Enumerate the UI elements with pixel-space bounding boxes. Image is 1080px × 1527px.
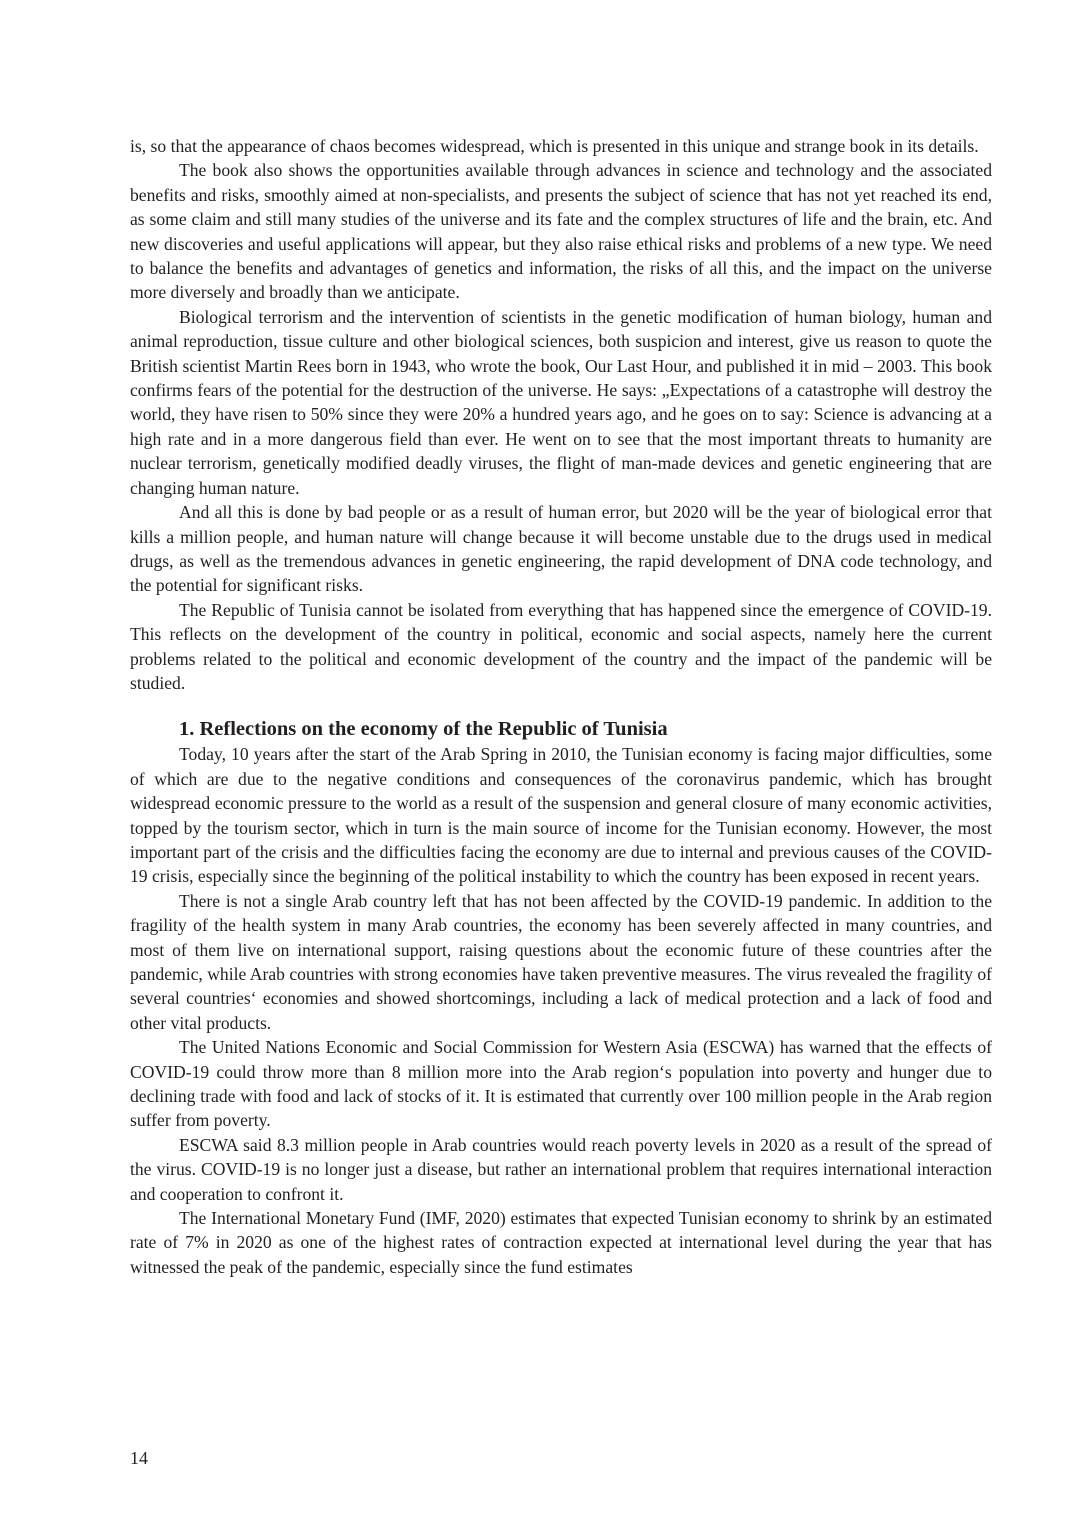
paragraph-arab-spring: Today, 10 years after the start of the Arab Spring in 2010, the Tunisian economy is facing major difficulties, some of which are due to the negative conditions and consequences of the coronavirus pandemic, which has brought widespread economic pressure to the world as a result of the suspension and general closure of many economic activities, topped by the tourism sector, which in turn is the main source of income for the Tunisian economy. However, the most important part of the crisis and the difficulties facing the economy are due to internal and previous causes of the COVID-19 crisis, especially since the beginning of the political instability to which the country has been exposed in recent years.	[130, 744, 992, 887]
page-body	[130, 134, 992, 1279]
paragraph-continued: is, so that the appearance of chaos becomes widespread, which is presented in this unique and strange book in its details.	[130, 136, 979, 156]
paragraph-imf-estimates: The International Monetary Fund (IMF, 2020) estimates that expected Tunisian economy to shrink by an estimated rate of 7% in 2020 as one of the highest rates of contraction expected at international level during the year that has witnessed the peak of the pandemic, especially since the fund estimates	[130, 1208, 992, 1277]
paragraph-biological-terrorism: Biological terrorism and the intervention of scientists in the genetic modification of human biology, human and animal reproduction, tissue culture and other biological sciences, both suspicion and interest, give us reason to quote the British scientist Martin Rees born in 1943, who wrote the book, Our Last Hour, and published it in mid – 2003. This book confirms fears of the potential for the destruction of the universe. He says: „Expectations of a catastrophe will destroy the world, they have risen to 50% since they were 20% a hundred years ago, and he goes on to say: Science is advancing at a high rate and in a more dangerous field than ever. He went on to see that the most important threats to humanity are nuclear terrorism, genetically modified deadly viruses, the flight of man-made devices and genetic engineering that are changing human nature.	[130, 306, 992, 498]
paragraph-escwa-poverty: ESCWA said 8.3 million people in Arab countries would reach poverty levels in 2020 as a result of the spread of the virus. COVID-19 is no longer just a disease, but rather an international problem that requires international interaction and cooperation to confront it.	[130, 1134, 992, 1204]
paragraph-escwa-warning: The United Nations Economic and Social Commission for Western Asia (ESCWA) has warned that the effects of COVID-19 could throw more than 8 million more into the Arab region‘s population into poverty and hunger due to declining trade with food and lack of stocks of it. It is estimated that currently over 100 million people in the Arab region suffer from poverty.	[130, 1037, 992, 1131]
paragraph-human-error: And all this is done by bad people or as a result of human error, but 2020 will be the year of biological error that kills a million people, and human nature will change because it will become unstable due to the drugs used in medical drugs, as well as the tremendous advances in genetic engineering, the rapid development of DNA code technology, and the potential for significant risks.	[130, 502, 992, 596]
paragraph-arab-countries: There is not a single Arab country left that has not been affected by the COVID-19 pandemic. In addition to the fragility of the health system in many Arab countries, the economy has been severely affected in many countries, and most of them live on international support, raising questions about the economic future of these countries after the pandemic, while Arab countries with strong economies have taken preventive measures. The virus revealed the fragility of several countries‘ economies and showed shortcomings, including a lack of medical protection and a lack of food and other vital products.	[130, 890, 992, 1033]
paragraph-book-opportunities: The book also shows the opportunities available through advances in science and technology and the associated benefits and risks, smoothly aimed at non-specialists, and presents the subject of science that has not yet reached its end, as some claim and still many studies of the universe and its fate and the complex structures of life and the brain, etc. And new discoveries and useful applications will appear, but they also raise ethical risks and problems of a new type. We need to balance the benefits and advantages of genetics and information, the risks of all this, and the impact on the universe more diversely and broadly than we anticipate.	[130, 160, 992, 303]
section-heading: 1. Reflections on the economy of the Republic of Tunisia	[179, 718, 668, 741]
page-number: 14	[130, 1448, 148, 1468]
paragraph-republic-of-tunisia: The Republic of Tunisia cannot be isolated from everything that has happened since the emergence of COVID-19. This reflects on the development of the country in political, economic and social aspects, namely here the current problems related to the political and economic development of the country and the impact of the pandemic will be studied.	[130, 599, 992, 693]
